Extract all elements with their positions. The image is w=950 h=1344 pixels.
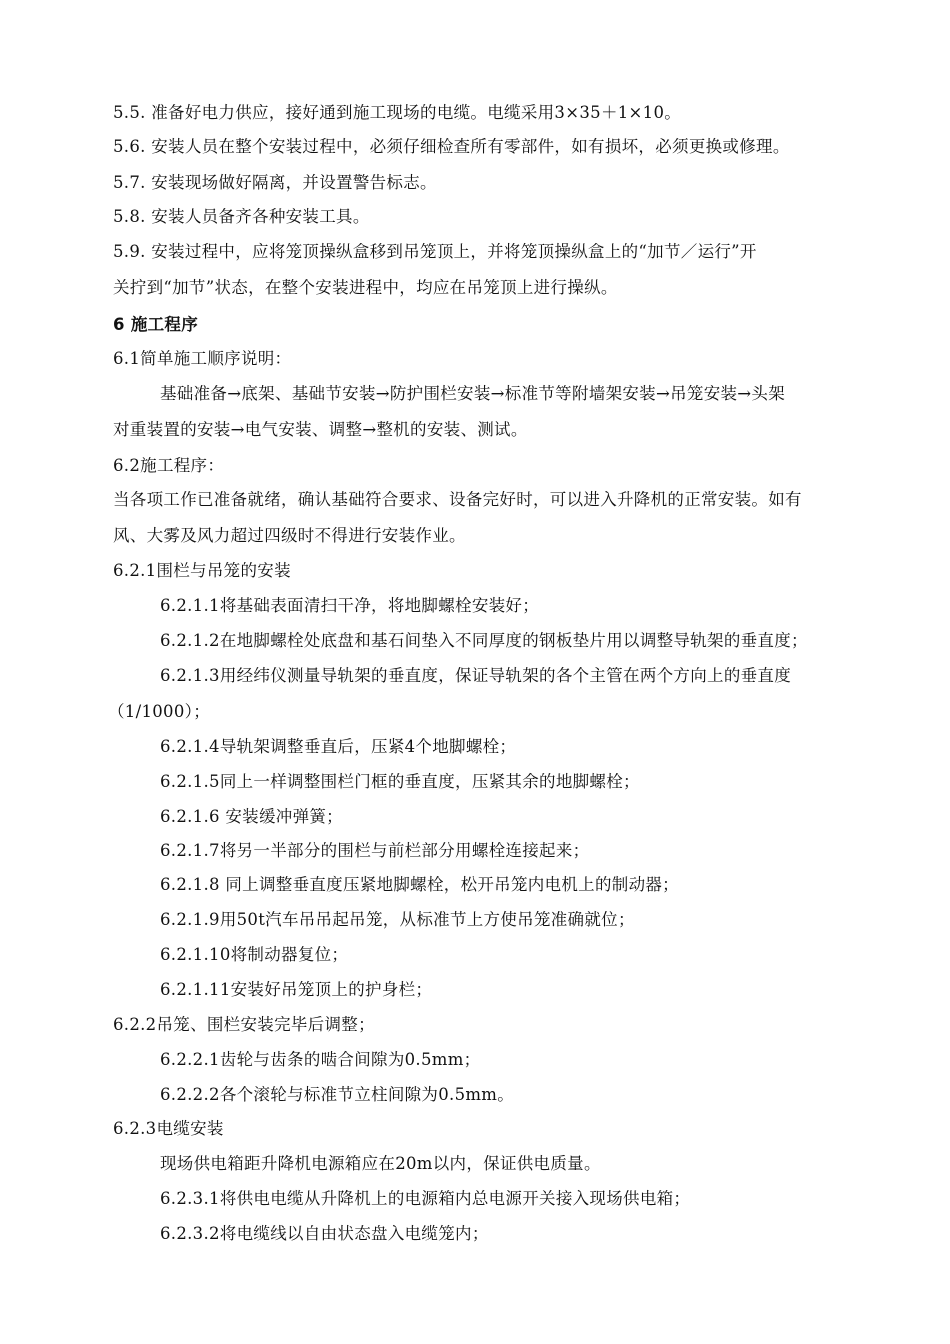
text-line-6-2-1-7: 6.2.1.7将另一半部分的围栏与前栏部分用螺栓连接起来； — [160, 841, 590, 860]
text-line-6-2-3-body: 现场供电箱距升降机电源箱应在20m以内，保证供电质量。 — [160, 1154, 601, 1173]
text-line-6-2-1-1: 6.2.1.1将基础表面清扫干净，将地脚螺栓安装好； — [160, 596, 540, 615]
text-line-6-2-body-cont: 风、大雾及风力超过四级时不得进行安装作业。 — [113, 526, 466, 545]
text-line-6-2-1-8: 6.2.1.8 同上调整垂直度压紧地脚螺栓，松开吊笼内电机上的制动器； — [160, 875, 679, 894]
text-line-6-2-1-6: 6.2.1.6 安装缓冲弹簧； — [160, 807, 343, 826]
text-line-6-1: 6.1简单施工顺序说明： — [113, 349, 292, 368]
text-line-6-2-2-1: 6.2.2.1齿轮与齿条的啮合间隙为0.5mm； — [160, 1050, 481, 1069]
text-line-6-2-3-2: 6.2.3.2将电缆线以自由状态盘入电缆笼内； — [160, 1224, 489, 1243]
text-line-6-2-1: 6.2.1围栏与吊笼的安装 — [113, 561, 291, 580]
text-line-5-8: 5.8. 安装人员备齐各种安装工具。 — [113, 207, 370, 226]
text-line-sequence-cont: 对重装置的安装→电气安装、调整→整机的安装、测试。 — [113, 420, 528, 439]
text-line-6-2-2-2: 6.2.2.2各个滚轮与标准节立柱间隙为0.5mm。 — [160, 1085, 515, 1104]
text-line-5-9: 5.9. 安装过程中，应将笼顶操纵盒移到吊笼顶上，并将笼顶操纵盒上的“加节／运行”开 — [113, 242, 757, 261]
text-line-6-2-3: 6.2.3电缆安装 — [113, 1119, 224, 1138]
text-line-6-2-3-1: 6.2.3.1将供电电缆从升降机上的电源箱内总电源开关接入现场供电箱； — [160, 1189, 691, 1208]
text-line-6-2-1-10: 6.2.1.10将制动器复位； — [160, 945, 349, 964]
text-line-6-2-1-2: 6.2.1.2在地脚螺栓处底盘和基石间垫入不同厚度的钢板垫片用以调整导轨架的垂直度； — [160, 631, 808, 650]
text-line-6-2: 6.2施工程序： — [113, 456, 225, 475]
text-line-6-2-1-4: 6.2.1.4导轨架调整垂直后，压紧4个地脚螺栓； — [160, 737, 517, 756]
section-heading-6: 6 施工程序 — [113, 315, 199, 334]
text-line-6-2-1-11: 6.2.1.11安装好吊笼顶上的护身栏； — [160, 980, 433, 999]
text-line-6-2-1-3: 6.2.1.3用经纬仪测量导轨架的垂直度，保证导轨架的各个主管在两个方向上的垂直度 — [160, 666, 792, 685]
text-line-5-6: 5.6. 安装人员在整个安装过程中，必须仔细检查所有零部件，如有损坏，必须更换或修理。 — [113, 137, 790, 156]
text-line-6-2-1-3-cont: （1/1000）； — [108, 702, 210, 721]
text-line-5-5: 5.5. 准备好电力供应，接好通到施工现场的电缆。电缆采用3×35＋1×10。 — [113, 103, 682, 122]
text-line-sequence: 基础准备→底架、基础节安装→防护围栏安装→标准节等附墙架安装→吊笼安装→头架 — [160, 384, 786, 403]
text-line-5-9-cont: 关拧到“加节”状态，在整个安装进程中，均应在吊笼顶上进行操纵。 — [113, 278, 618, 297]
text-line-6-2-body: 当各项工作已准备就绪，确认基础符合要求、设备完好时，可以进入升降机的正常安装。如有 — [113, 490, 802, 509]
text-line-6-2-1-9: 6.2.1.9用50t汽车吊吊起吊笼，从标准节上方使吊笼准确就位； — [160, 910, 635, 929]
text-line-6-2-1-5: 6.2.1.5同上一样调整围栏门框的垂直度，压紧其余的地脚螺栓； — [160, 772, 640, 791]
text-line-5-7: 5.7. 安装现场做好隔离，并设置警告标志。 — [113, 173, 437, 192]
text-line-6-2-2: 6.2.2吊笼、围栏安装完毕后调整； — [113, 1015, 375, 1034]
